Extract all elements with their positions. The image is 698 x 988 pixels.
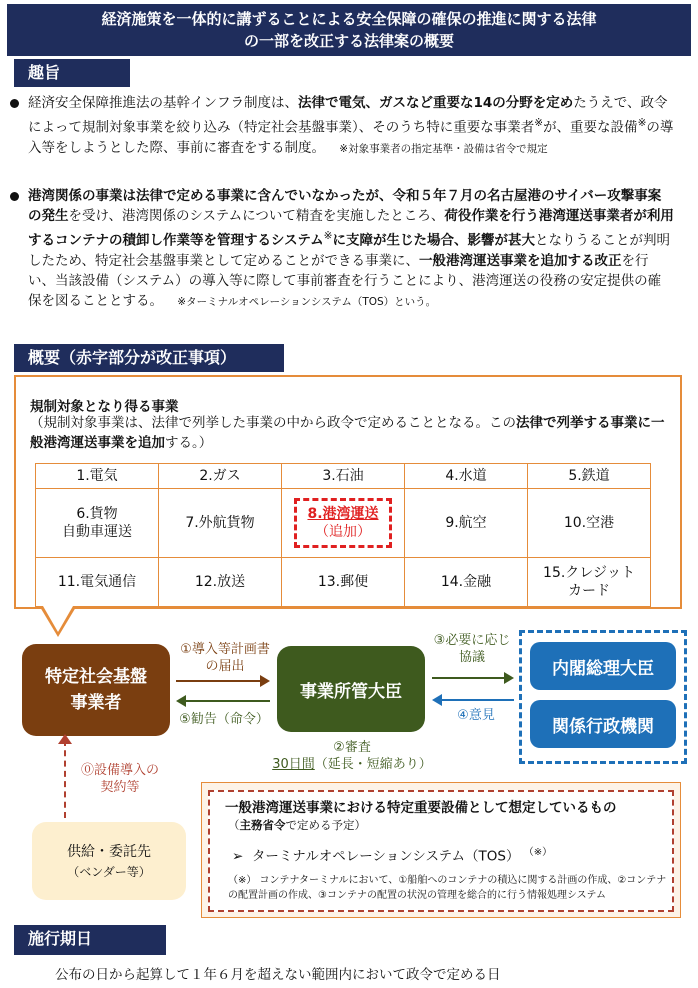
step2-label xyxy=(262,739,442,773)
added-note: （追加） xyxy=(315,523,371,540)
bullet-dot xyxy=(10,99,19,108)
callout-tail-inner xyxy=(43,606,73,632)
regulated-business-title: 規制対象となり得る事業 xyxy=(30,399,179,415)
purpose-bullet-1 xyxy=(28,93,674,159)
note-mark: ※ xyxy=(534,117,544,129)
step4-arrow xyxy=(434,699,514,701)
agencies-label: 関係行政機関 xyxy=(552,716,654,737)
prime-minister-label: 内閣総理大臣 xyxy=(552,658,654,679)
step4-label: ④意見 xyxy=(457,708,495,723)
text: の導入等をしようとした際、事前に審査をする制度。 xyxy=(28,119,674,156)
bold-text: 港湾関係の事業は法律で定める事業に含んでいなかったが、令和５年７月の名古屋港のサイバー攻撃事案の発生 xyxy=(28,188,662,224)
step3-label: ③必要に応じ 協議 xyxy=(433,633,511,665)
step3-arrow xyxy=(432,677,512,679)
business-table xyxy=(35,463,651,607)
text: （規制対象事業は、法律で列挙した事業の中から政令で定めることとなる。この xyxy=(30,415,516,431)
minister-label: 事業所管大臣 xyxy=(300,681,402,702)
step1-label: ①導入等計画書 の届出 xyxy=(180,642,270,674)
business-cell: 5.鉄道 xyxy=(528,464,651,489)
arrow-bullet-icon: ➢ xyxy=(232,848,244,865)
business-label: 15.クレジット カード xyxy=(543,564,635,599)
business-cell xyxy=(528,557,651,606)
step0-label: ⓪設備導入の 契約等 xyxy=(80,763,159,795)
bold-text: に支障が生じた場合、影響が甚大 xyxy=(332,232,535,249)
business-cell: 3.石油 xyxy=(282,464,405,489)
regulated-business-description xyxy=(30,413,670,453)
note-mark: ※ xyxy=(637,117,647,129)
text: する。） xyxy=(165,435,213,451)
purpose-note-2: ※ターミナルオペレーションシステム（TOS）という。 xyxy=(177,295,437,308)
text: たうえで、政令によって規制対象事業を絞り込み（特定社会基盤事業）、そのうち特に重要な事業者 xyxy=(28,95,668,136)
bold-text: 荷役作業を行う港湾運送事業者が利用するコンテナの積卸し作業等を管理するシステム xyxy=(28,208,674,249)
business-cell: 13.郵便 xyxy=(282,557,405,606)
text: で定める予定） xyxy=(285,818,366,832)
step1-arrow xyxy=(176,680,268,682)
agencies-node xyxy=(530,700,676,748)
operator-label: 特定社会基盤 事業者 xyxy=(45,667,147,713)
business-cell: 11.電気通信 xyxy=(36,557,159,606)
bullet-dot xyxy=(10,192,19,201)
business-cell: 12.放送 xyxy=(159,557,282,606)
business-cell: 2.ガス xyxy=(159,464,282,489)
text: 経済安全保障推進法の基幹インフラ制度は、 xyxy=(28,95,298,111)
equipment-title: 一般港湾運送事業における特定重要設備として想定しているもの xyxy=(225,800,617,816)
text: を行い、当該設備（システム）の導入等に際して事前審査を行うことにより、港湾運送の役務の安定提供の確保を図ることとする。 xyxy=(28,252,662,309)
step2-title: ②審査 xyxy=(333,740,371,755)
minister-node xyxy=(277,646,425,732)
operator-node xyxy=(22,644,170,736)
step2-days: 30日間 xyxy=(272,757,315,772)
business-cell: 10.空港 xyxy=(528,489,651,557)
business-cell: 14.金融 xyxy=(405,557,528,606)
bold-text: 法律で電気、ガスなど重要な14の分野を定め xyxy=(298,95,574,111)
overview-heading: 概要（赤字部分が改正事項） xyxy=(14,344,284,372)
purpose-note-1: ※対象事業者の指定基準・設備は省令で規定 xyxy=(339,142,548,155)
step5-arrow xyxy=(178,700,270,702)
vendor-label: 供給・委託先 xyxy=(67,844,151,860)
purpose-heading: 趣旨 xyxy=(14,59,130,87)
equipment-item xyxy=(232,843,552,865)
bold-text: 主務省令 xyxy=(239,818,286,832)
step5-label: ⑤勧告（命令） xyxy=(179,712,269,727)
text: を受け、港湾関係のシステムについて精査を実施したところ、 xyxy=(68,208,445,224)
note-mark: ※ xyxy=(323,230,333,242)
text: が、重要な設備 xyxy=(543,119,638,136)
title-line-2: の一部を改正する法律案の概要 xyxy=(243,32,454,50)
equipment-subtitle xyxy=(228,817,366,833)
table-row xyxy=(36,464,651,489)
bold-text: 一般港湾運送事業を追加する改正 xyxy=(418,252,622,269)
business-cell-added xyxy=(282,489,405,557)
business-cell xyxy=(36,489,159,557)
effective-date-heading: 施行期日 xyxy=(14,925,166,955)
text: となりうることが判明したため、特定社会基盤事業として定めることができる事業に、 xyxy=(28,232,670,269)
business-label: 6.貨物 自動車運送 xyxy=(62,505,132,540)
vendor-node xyxy=(32,822,186,900)
equipment-item-label: ターミナルオペレーションシステム（TOS） xyxy=(251,848,520,865)
step2-extension: （延長・短縮あり） xyxy=(314,757,432,772)
vendor-sub-label: （ベンダー等） xyxy=(67,865,151,879)
table-row xyxy=(36,557,651,606)
text: （ xyxy=(228,818,240,832)
bold-text: 法律で列挙する事業に一般港湾運送事業を追加 xyxy=(30,415,665,451)
business-cell: 7.外航貨物 xyxy=(159,489,282,557)
effective-date-text: 公布の日から起算して１年６月を超えない範囲内において政令で定める日 xyxy=(55,967,501,983)
page-title xyxy=(7,4,691,56)
table-row xyxy=(36,489,651,557)
note-mark: （※） xyxy=(523,847,553,858)
added-highlight-box xyxy=(294,498,391,548)
business-cell: 4.水道 xyxy=(405,464,528,489)
title-line-1: 経済施策を一体的に講ずることによる安全保障の確保の推進に関する法律 xyxy=(101,10,597,28)
prime-minister-node xyxy=(530,642,676,690)
business-cell: 9.航空 xyxy=(405,489,528,557)
business-cell: 1.電気 xyxy=(36,464,159,489)
step0-arrowhead xyxy=(58,734,72,744)
added-business-label: 8.港湾運送 xyxy=(307,505,379,522)
equipment-note: （※） コンテナターミナルにおいて、①船舶へのコンテナの積込に関する計画の作成、②コンテナの配置計画の作成、③コンテナの配置の状況の管理を総合的に行う情報処理システム xyxy=(228,875,667,901)
step0-dashed-line xyxy=(64,740,66,818)
purpose-bullet-2 xyxy=(28,186,674,312)
